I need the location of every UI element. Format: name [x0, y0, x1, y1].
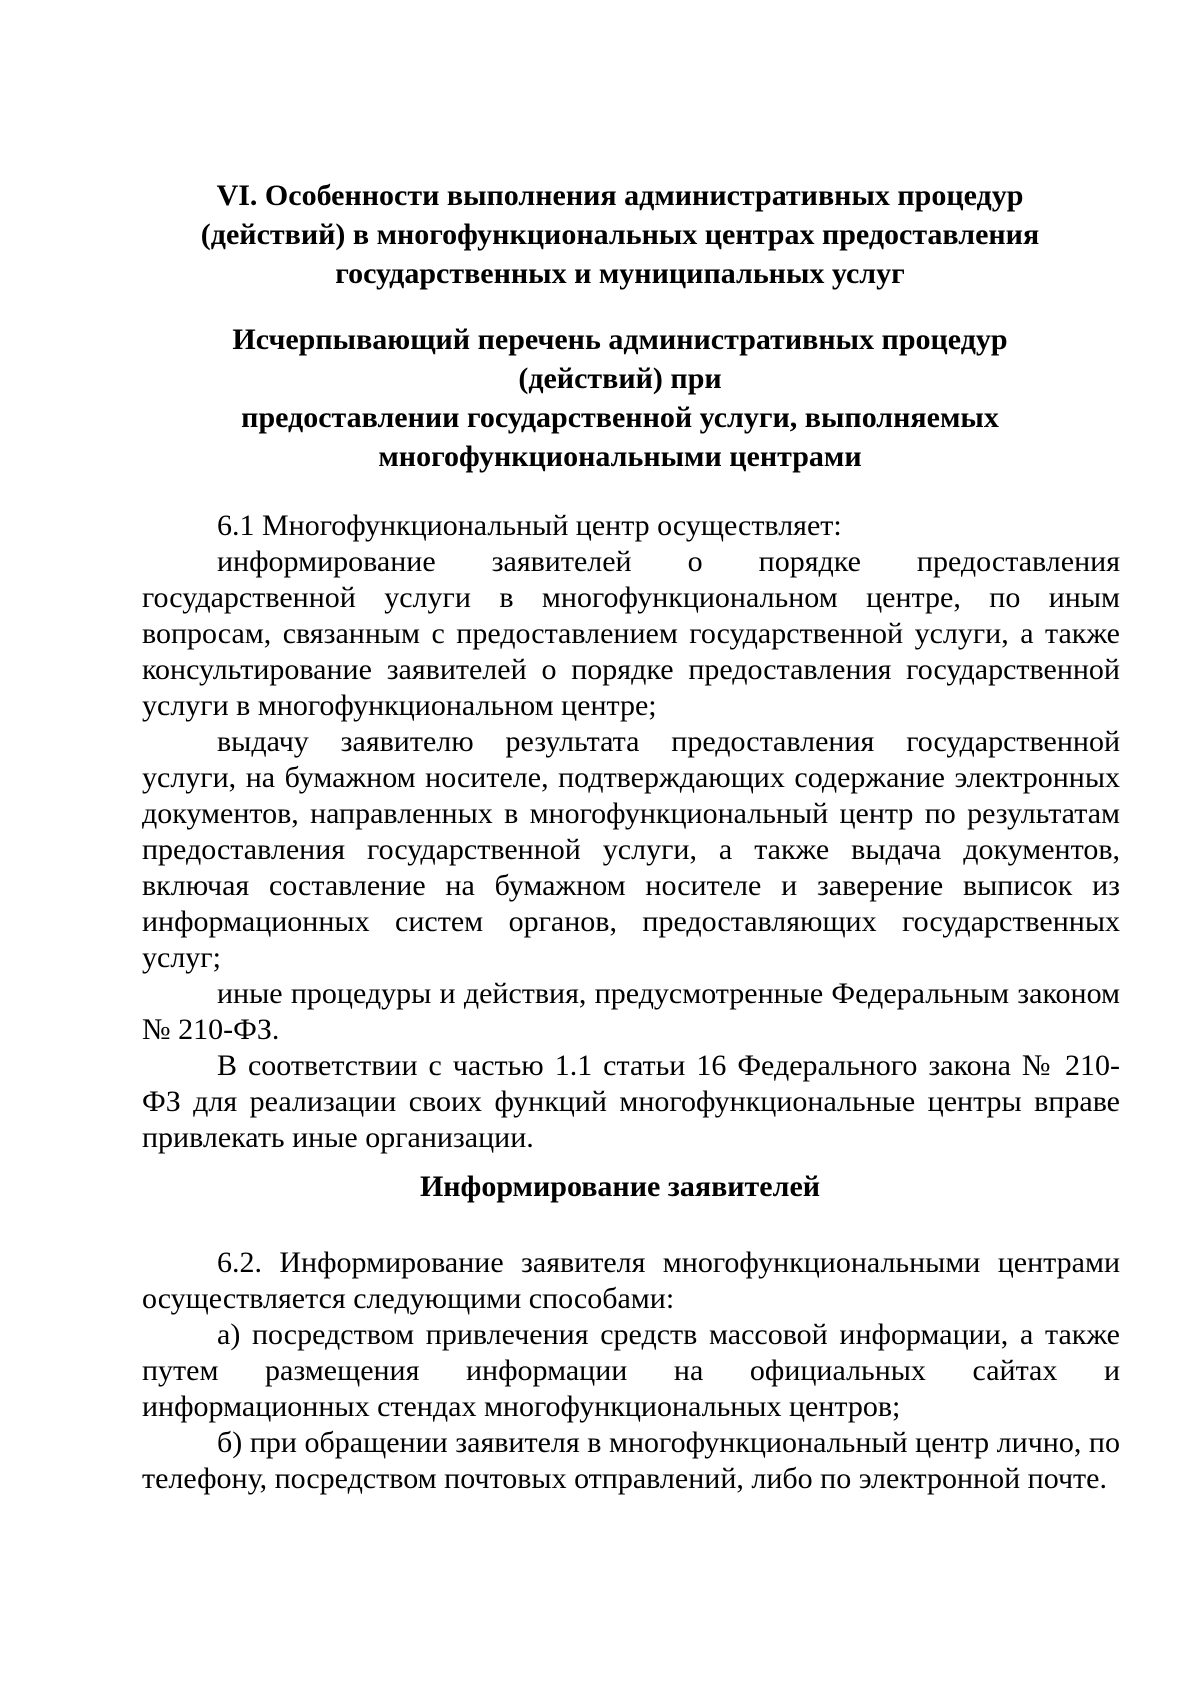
paragraph-federal-law: В соответствии с частью 1.1 статьи 16 Федерального закона № 210-ФЗ для реализации своих функций многофункциональные центры вправе привлекать иные организации.: [142, 1049, 1120, 1154]
subheading-line: (действий) при: [518, 362, 722, 395]
section-heading-line: государственных и муниципальных услуг: [335, 257, 905, 290]
section-heading-line: (действий) в многофункциональных центрах предоставления: [200, 218, 1040, 251]
paragraph-item-a: а) посредством привлечения средств массовой информации, а также путем размещения информации на официальных сайтах и информационных стендах многофункциональных центров;: [142, 1318, 1120, 1423]
section-heading: [140, 176, 1100, 293]
informing-heading-text: Информирование заявителей: [419, 1170, 821, 1203]
informing-heading: [140, 1167, 1100, 1206]
paragraph-informing: информирование заявителей о порядке предоставления государственной услуги в многофункциональном центре, по иным вопросам, связанным с предоставлением государственной услуги, а также консультирование заявителей о порядке предоставления государственной услуги в многофункциональном центре;: [142, 545, 1120, 722]
paragraph-6-2: 6.2. Информирование заявителя многофункциональными центрами осуществляется следующими способами:: [142, 1246, 1120, 1315]
subheading-line: Исчерпывающий перечень административных процедур: [232, 323, 1008, 356]
paragraph-item-b: б) при обращении заявителя в многофункциональный центр лично, по телефону, посредством почтовых отправлений, либо по электронной почте.: [142, 1426, 1120, 1495]
subheading-line: предоставлении государственной услуги, выполняемых: [241, 401, 999, 434]
paragraph-issuing-result: выдачу заявителю результата предоставления государственной услуги, на бумажном носителе, подтверждающих содержание электронных документов, направленных в многофункциональный центр по результатам предоставления государственной услуги, а также выдача документов, включая составление на бумажном носителе и заверение выписок из информационных систем органов, предоставляющих государственных услуг;: [142, 725, 1120, 974]
paragraph-6-1-intro: 6.1 Многофункциональный центр осуществляет:: [217, 509, 842, 542]
section-heading-line: VI. Особенности выполнения административных процедур: [216, 179, 1024, 212]
paragraph-other-procedures: иные процедуры и действия, предусмотренные Федеральным законом № 210-ФЗ.: [142, 977, 1120, 1046]
subheading-line: многофункциональными центрами: [378, 440, 862, 473]
subheading: [140, 320, 1100, 476]
informing-section: [142, 1245, 1120, 1497]
mfc-functions-section: [142, 508, 1120, 1156]
